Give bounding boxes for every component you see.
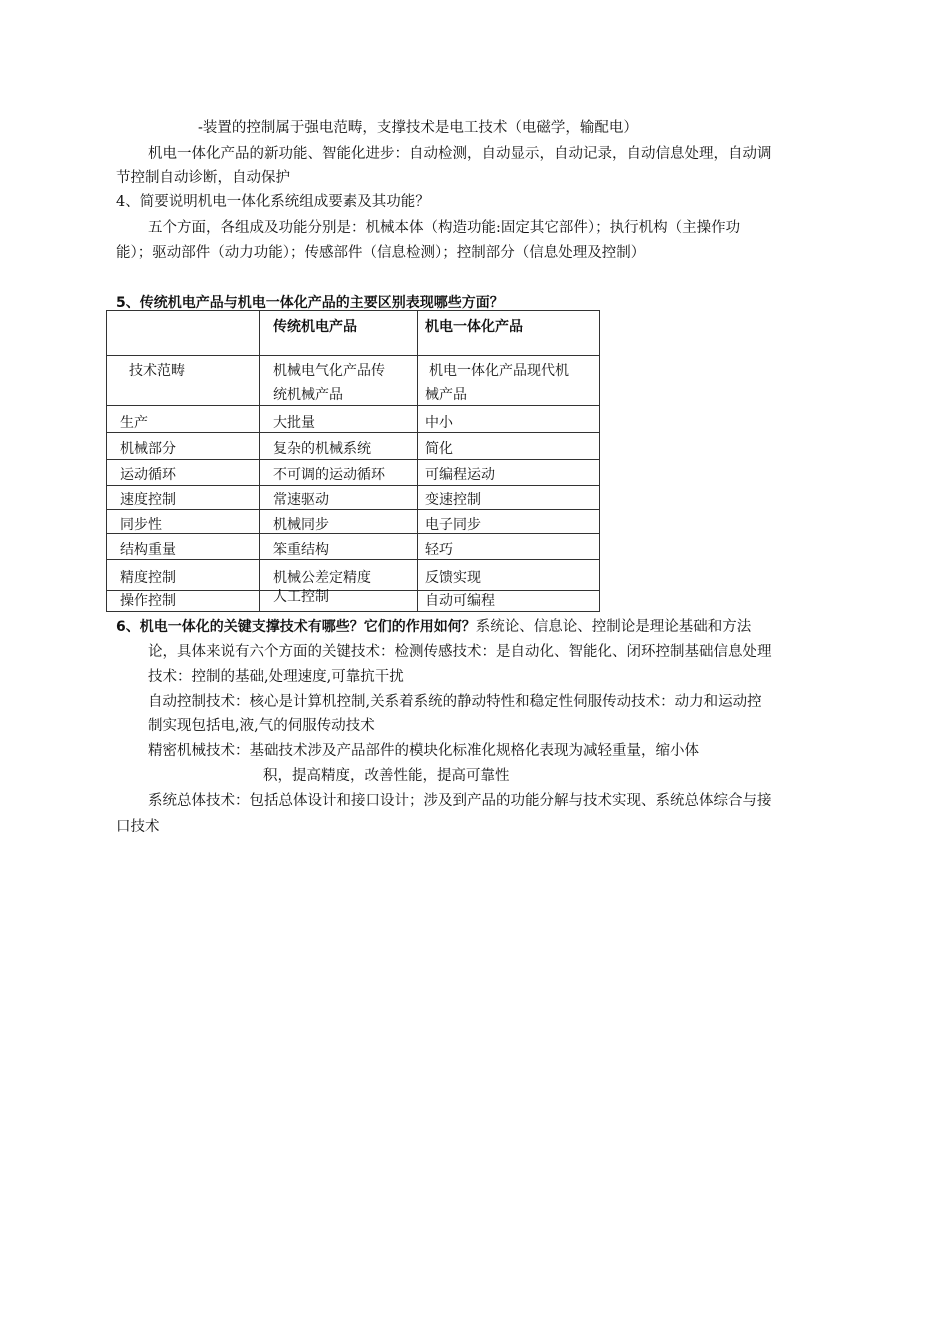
table-header-mechatronic: 机电一体化产品 (425, 319, 523, 335)
table-row-label: 同步性 (120, 517, 162, 533)
question-6-line (116, 617, 751, 637)
paragraph-line: -装置的控制属于强电范畴，支撑技术是电工技术（电磁学，输配电） (198, 120, 638, 136)
row-label-scope: 技术范畴 (129, 363, 185, 379)
question-4: 4、简要说明机电一体化系统组成要素及其功能？ (116, 194, 430, 210)
table-cell: 简化 (425, 441, 453, 457)
table-cell: 常速驱动 (273, 492, 329, 508)
table-cell: 变速控制 (425, 492, 481, 508)
cell-mechatronic-scope: 机电一体化产品现代机 (429, 363, 569, 379)
paragraph-line: 机电一体化产品的新功能、智能化进步：自动检测，自动显示，自动记录，自动信息处理，自动调 (148, 146, 772, 162)
table-row-label: 精度控制 (120, 570, 176, 586)
table-row-label: 生产 (120, 415, 148, 431)
answer-4-line: 五个方面，各组成及功能分别是：机械本体（构造功能:固定其它部件）；执行机构（主操作功 (148, 220, 741, 236)
question-5: 5、传统机电产品与机电一体化产品的主要区别表现哪些方面？ (116, 295, 504, 311)
table-cell: 大批量 (273, 415, 315, 431)
answer-6-line: 积，提高精度，改善性能，提高可靠性 (263, 768, 510, 784)
table-header-traditional: 传统机电产品 (273, 319, 357, 335)
table-row-label: 运动循环 (120, 467, 176, 483)
table-cell: 不可调的运动循环 (273, 467, 385, 483)
table-row-label: 机械部分 (120, 441, 176, 457)
table-row-label: 操作控制 (120, 593, 176, 609)
answer-6-line: 自动控制技术：核心是计算机控制,关系着系统的静动特性和稳定性伺服传动技术：动力和运动控 (148, 694, 762, 710)
comparison-table (106, 310, 600, 612)
table-cell: 中小 (425, 415, 453, 431)
answer-6-start: 系统论、信息论、控制论是理论基础和方法 (475, 619, 752, 635)
answer-6-line: 系统总体技术：包括总体设计和接口设计；涉及到产品的功能分解与技术实现、系统总体综合与接 (148, 793, 772, 809)
table-cell: 可编程运动 (425, 467, 495, 483)
answer-6-line: 技术：控制的基础,处理速度,可靠抗干扰 (148, 669, 404, 685)
table-row-label: 结构重量 (120, 542, 176, 558)
answer-6-line: 制实现包括电,液,气的伺服传动技术 (148, 718, 375, 734)
answer-6-line: 论，具体来说有六个方面的关键技术：检测传感技术：是自动化、智能化、闭环控制基础信息处理 (148, 644, 772, 660)
table-row-label: 速度控制 (120, 492, 176, 508)
table-cell: 人工控制 (273, 589, 329, 605)
table-cell: 机械公差定精度 (273, 570, 371, 586)
table-cell: 反馈实现 (425, 570, 481, 586)
question-6: 6、机电一体化的关键支撑技术有哪些？它们的作用如何？ (116, 619, 476, 635)
cell-traditional-scope: 统机械产品 (273, 387, 343, 403)
table-cell: 机械同步 (273, 517, 329, 533)
cell-traditional-scope: 机械电气化产品传 (273, 363, 385, 379)
table-cell: 自动可编程 (425, 593, 495, 609)
table-cell: 笨重结构 (273, 542, 329, 558)
table-cell: 复杂的机械系统 (273, 441, 371, 457)
answer-6-line: 口技术 (116, 819, 160, 835)
table-cell: 电子同步 (425, 517, 481, 533)
paragraph-line: 节控制自动诊断，自动保护 (116, 170, 290, 186)
table-cell: 轻巧 (425, 542, 453, 558)
answer-6-line: 精密机械技术：基础技术涉及产品部件的模块化标准化规格化表现为减轻重量，缩小体 (148, 743, 699, 759)
answer-4-line: 能）；驱动部件（动力功能）；传感部件（信息检测）；控制部分（信息处理及控制） (116, 245, 646, 261)
cell-mechatronic-scope: 械产品 (425, 387, 467, 403)
